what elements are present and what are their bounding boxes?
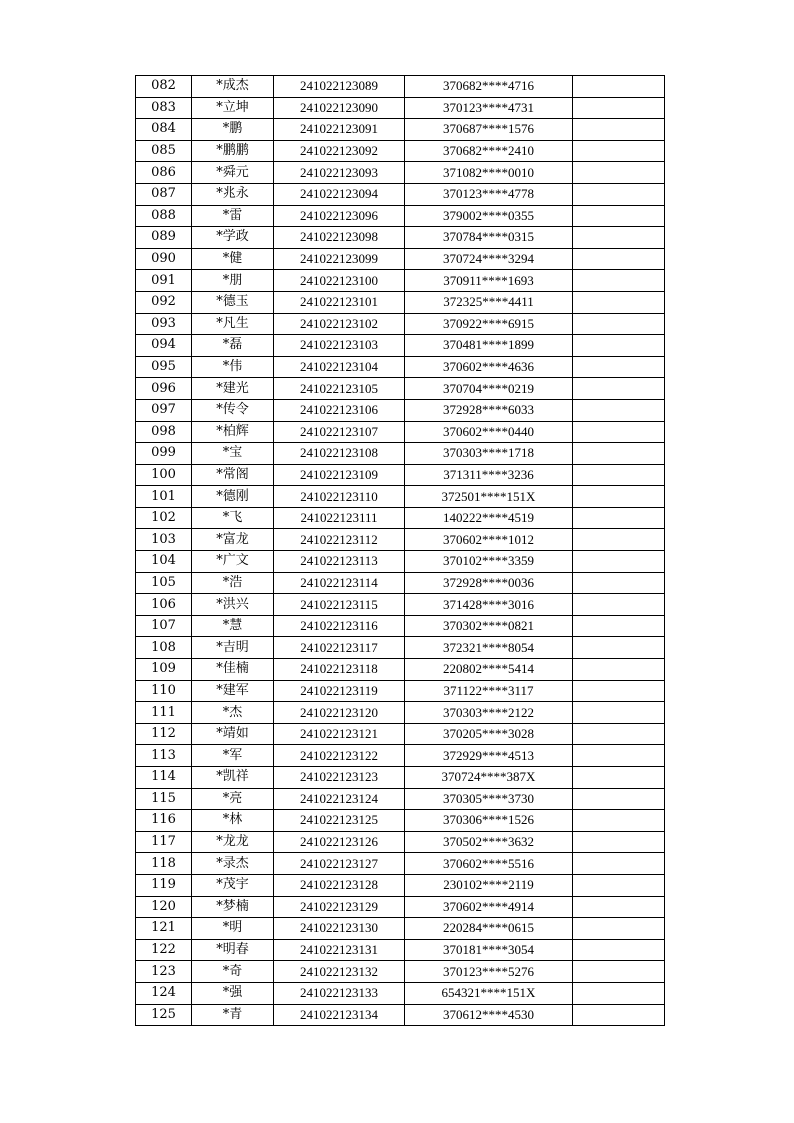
student-id-cell: 241022123132: [274, 961, 405, 983]
id-card-number-cell: 372929****4513: [405, 745, 573, 767]
name-cell: *佳楠: [192, 659, 274, 681]
student-id-cell: 241022123114: [274, 572, 405, 594]
student-id-cell: 241022123091: [274, 119, 405, 141]
remarks-cell: [573, 637, 665, 659]
student-id-cell: 241022123128: [274, 874, 405, 896]
name-cell: *靖如: [192, 723, 274, 745]
student-id-cell: 241022123105: [274, 378, 405, 400]
student-id-cell: 241022123117: [274, 637, 405, 659]
row-number-cell: 118: [136, 853, 192, 875]
id-card-number-cell: 370682****4716: [405, 76, 573, 98]
id-card-number-cell: 370181****3054: [405, 939, 573, 961]
remarks-cell: [573, 767, 665, 789]
student-id-cell: 241022123098: [274, 227, 405, 249]
student-id-cell: 241022123112: [274, 529, 405, 551]
remarks-cell: [573, 723, 665, 745]
row-number-cell: 086: [136, 162, 192, 184]
remarks-cell: [573, 464, 665, 486]
roster-table: [135, 75, 665, 1026]
remarks-cell: [573, 356, 665, 378]
name-cell: *亮: [192, 788, 274, 810]
name-cell: *慧: [192, 615, 274, 637]
remarks-cell: [573, 551, 665, 573]
row-number-cell: 090: [136, 248, 192, 270]
id-card-number-cell: 370303****2122: [405, 702, 573, 724]
table-row: [136, 853, 665, 875]
row-number-cell: 112: [136, 723, 192, 745]
row-number-cell: 093: [136, 313, 192, 335]
student-id-cell: 241022123096: [274, 205, 405, 227]
remarks-cell: [573, 853, 665, 875]
row-number-cell: 100: [136, 464, 192, 486]
row-number-cell: 094: [136, 335, 192, 357]
table-row: [136, 788, 665, 810]
table-row: [136, 421, 665, 443]
row-number-cell: 091: [136, 270, 192, 292]
table-row: [136, 119, 665, 141]
remarks-cell: [573, 399, 665, 421]
remarks-cell: [573, 939, 665, 961]
id-card-number-cell: 371311****3236: [405, 464, 573, 486]
id-card-number-cell: 370704****0219: [405, 378, 573, 400]
name-cell: *茂宇: [192, 874, 274, 896]
row-number-cell: 083: [136, 97, 192, 119]
name-cell: *常阁: [192, 464, 274, 486]
student-id-cell: 241022123126: [274, 831, 405, 853]
student-id-cell: 241022123119: [274, 680, 405, 702]
name-cell: *富龙: [192, 529, 274, 551]
remarks-cell: [573, 918, 665, 940]
name-cell: *健: [192, 248, 274, 270]
remarks-cell: [573, 313, 665, 335]
id-card-number-cell: 370922****6915: [405, 313, 573, 335]
student-id-cell: 241022123118: [274, 659, 405, 681]
remarks-cell: [573, 378, 665, 400]
row-number-cell: 115: [136, 788, 192, 810]
table-row: [136, 982, 665, 1004]
row-number-cell: 097: [136, 399, 192, 421]
table-row: [136, 939, 665, 961]
remarks-cell: [573, 702, 665, 724]
remarks-cell: [573, 183, 665, 205]
student-id-cell: 241022123090: [274, 97, 405, 119]
name-cell: *传令: [192, 399, 274, 421]
id-card-number-cell: 370123****5276: [405, 961, 573, 983]
table-row: [136, 874, 665, 896]
id-card-number-cell: 370306****1526: [405, 810, 573, 832]
row-number-cell: 095: [136, 356, 192, 378]
student-id-cell: 241022123129: [274, 896, 405, 918]
name-cell: *飞: [192, 507, 274, 529]
student-id-cell: 241022123104: [274, 356, 405, 378]
remarks-cell: [573, 810, 665, 832]
roster-table-body: [136, 76, 665, 1026]
row-number-cell: 121: [136, 918, 192, 940]
id-card-number-cell: 370602****4914: [405, 896, 573, 918]
id-card-number-cell: 370602****1012: [405, 529, 573, 551]
table-row: [136, 896, 665, 918]
id-card-number-cell: 140222****4519: [405, 507, 573, 529]
table-row: [136, 529, 665, 551]
table-row: [136, 831, 665, 853]
name-cell: *明春: [192, 939, 274, 961]
name-cell: *德刚: [192, 486, 274, 508]
id-card-number-cell: 370612****4530: [405, 1004, 573, 1026]
student-id-cell: 241022123092: [274, 140, 405, 162]
row-number-cell: 099: [136, 443, 192, 465]
remarks-cell: [573, 896, 665, 918]
student-id-cell: 241022123131: [274, 939, 405, 961]
name-cell: *梦楠: [192, 896, 274, 918]
student-id-cell: 241022123125: [274, 810, 405, 832]
table-row: [136, 76, 665, 98]
id-card-number-cell: 370682****2410: [405, 140, 573, 162]
id-card-number-cell: 220802****5414: [405, 659, 573, 681]
table-row: [136, 97, 665, 119]
student-id-cell: 241022123121: [274, 723, 405, 745]
student-id-cell: 241022123127: [274, 853, 405, 875]
row-number-cell: 120: [136, 896, 192, 918]
id-card-number-cell: 370123****4778: [405, 183, 573, 205]
id-card-number-cell: 220284****0615: [405, 918, 573, 940]
table-row: [136, 507, 665, 529]
id-card-number-cell: 371122****3117: [405, 680, 573, 702]
table-row: [136, 918, 665, 940]
id-card-number-cell: 370724****3294: [405, 248, 573, 270]
remarks-cell: [573, 680, 665, 702]
name-cell: *青: [192, 1004, 274, 1026]
name-cell: *明: [192, 918, 274, 940]
remarks-cell: [573, 961, 665, 983]
row-number-cell: 105: [136, 572, 192, 594]
name-cell: *德玉: [192, 291, 274, 313]
id-card-number-cell: 370303****1718: [405, 443, 573, 465]
row-number-cell: 122: [136, 939, 192, 961]
student-id-cell: 241022123102: [274, 313, 405, 335]
student-id-cell: 241022123123: [274, 767, 405, 789]
student-id-cell: 241022123110: [274, 486, 405, 508]
id-card-number-cell: 370302****0821: [405, 615, 573, 637]
id-card-number-cell: 372325****4411: [405, 291, 573, 313]
table-row: [136, 659, 665, 681]
name-cell: *兆永: [192, 183, 274, 205]
row-number-cell: 125: [136, 1004, 192, 1026]
remarks-cell: [573, 205, 665, 227]
remarks-cell: [573, 248, 665, 270]
remarks-cell: [573, 291, 665, 313]
student-id-cell: 241022123100: [274, 270, 405, 292]
name-cell: *学政: [192, 227, 274, 249]
row-number-cell: 103: [136, 529, 192, 551]
student-id-cell: 241022123089: [274, 76, 405, 98]
remarks-cell: [573, 572, 665, 594]
remarks-cell: [573, 227, 665, 249]
remarks-cell: [573, 1004, 665, 1026]
row-number-cell: 092: [136, 291, 192, 313]
table-row: [136, 1004, 665, 1026]
id-card-number-cell: 370602****0440: [405, 421, 573, 443]
remarks-cell: [573, 507, 665, 529]
table-row: [136, 378, 665, 400]
name-cell: *雷: [192, 205, 274, 227]
row-number-cell: 108: [136, 637, 192, 659]
remarks-cell: [573, 982, 665, 1004]
id-card-number-cell: 370602****4636: [405, 356, 573, 378]
id-card-number-cell: 370724****387X: [405, 767, 573, 789]
remarks-cell: [573, 140, 665, 162]
id-card-number-cell: 370687****1576: [405, 119, 573, 141]
remarks-cell: [573, 745, 665, 767]
table-row: [136, 183, 665, 205]
row-number-cell: 101: [136, 486, 192, 508]
table-row: [136, 702, 665, 724]
name-cell: *宝: [192, 443, 274, 465]
remarks-cell: [573, 119, 665, 141]
remarks-cell: [573, 162, 665, 184]
student-id-cell: 241022123124: [274, 788, 405, 810]
name-cell: *录杰: [192, 853, 274, 875]
name-cell: *柏辉: [192, 421, 274, 443]
table-row: [136, 615, 665, 637]
row-number-cell: 109: [136, 659, 192, 681]
row-number-cell: 082: [136, 76, 192, 98]
row-number-cell: 110: [136, 680, 192, 702]
remarks-cell: [573, 443, 665, 465]
id-card-number-cell: 370123****4731: [405, 97, 573, 119]
student-id-cell: 241022123107: [274, 421, 405, 443]
table-row: [136, 464, 665, 486]
name-cell: *广文: [192, 551, 274, 573]
name-cell: *林: [192, 810, 274, 832]
row-number-cell: 124: [136, 982, 192, 1004]
name-cell: *凯祥: [192, 767, 274, 789]
remarks-cell: [573, 97, 665, 119]
student-id-cell: 241022123115: [274, 594, 405, 616]
row-number-cell: 089: [136, 227, 192, 249]
student-id-cell: 241022123113: [274, 551, 405, 573]
table-row: [136, 162, 665, 184]
table-row: [136, 313, 665, 335]
student-id-cell: 241022123099: [274, 248, 405, 270]
name-cell: *伟: [192, 356, 274, 378]
table-row: [136, 140, 665, 162]
table-row: [136, 291, 665, 313]
id-card-number-cell: 370911****1693: [405, 270, 573, 292]
row-number-cell: 119: [136, 874, 192, 896]
table-row: [136, 335, 665, 357]
row-number-cell: 084: [136, 119, 192, 141]
student-id-cell: 241022123116: [274, 615, 405, 637]
id-card-number-cell: 370602****5516: [405, 853, 573, 875]
id-card-number-cell: 372928****0036: [405, 572, 573, 594]
row-number-cell: 107: [136, 615, 192, 637]
row-number-cell: 106: [136, 594, 192, 616]
id-card-number-cell: 370305****3730: [405, 788, 573, 810]
row-number-cell: 102: [136, 507, 192, 529]
id-card-number-cell: 370784****0315: [405, 227, 573, 249]
student-id-cell: 241022123130: [274, 918, 405, 940]
name-cell: *奇: [192, 961, 274, 983]
table-row: [136, 680, 665, 702]
table-row: [136, 399, 665, 421]
name-cell: *舜元: [192, 162, 274, 184]
student-id-cell: 241022123134: [274, 1004, 405, 1026]
id-card-number-cell: 379002****0355: [405, 205, 573, 227]
name-cell: *立坤: [192, 97, 274, 119]
row-number-cell: 088: [136, 205, 192, 227]
name-cell: *洪兴: [192, 594, 274, 616]
name-cell: *军: [192, 745, 274, 767]
name-cell: *建光: [192, 378, 274, 400]
table-row: [136, 551, 665, 573]
student-id-cell: 241022123093: [274, 162, 405, 184]
remarks-cell: [573, 788, 665, 810]
row-number-cell: 114: [136, 767, 192, 789]
table-row: [136, 767, 665, 789]
row-number-cell: 123: [136, 961, 192, 983]
remarks-cell: [573, 335, 665, 357]
student-id-cell: 241022123122: [274, 745, 405, 767]
name-cell: *杰: [192, 702, 274, 724]
id-card-number-cell: 371428****3016: [405, 594, 573, 616]
name-cell: *浩: [192, 572, 274, 594]
table-row: [136, 572, 665, 594]
remarks-cell: [573, 486, 665, 508]
remarks-cell: [573, 76, 665, 98]
student-id-cell: 241022123133: [274, 982, 405, 1004]
name-cell: *龙龙: [192, 831, 274, 853]
row-number-cell: 104: [136, 551, 192, 573]
id-card-number-cell: 370205****3028: [405, 723, 573, 745]
row-number-cell: 087: [136, 183, 192, 205]
name-cell: *吉明: [192, 637, 274, 659]
remarks-cell: [573, 615, 665, 637]
name-cell: *朋: [192, 270, 274, 292]
table-row: [136, 248, 665, 270]
name-cell: *凡生: [192, 313, 274, 335]
student-id-cell: 241022123111: [274, 507, 405, 529]
remarks-cell: [573, 659, 665, 681]
row-number-cell: 116: [136, 810, 192, 832]
student-id-cell: 241022123094: [274, 183, 405, 205]
name-cell: *鹏鹏: [192, 140, 274, 162]
row-number-cell: 085: [136, 140, 192, 162]
name-cell: *磊: [192, 335, 274, 357]
student-id-cell: 241022123109: [274, 464, 405, 486]
name-cell: *强: [192, 982, 274, 1004]
row-number-cell: 098: [136, 421, 192, 443]
row-number-cell: 113: [136, 745, 192, 767]
student-id-cell: 241022123103: [274, 335, 405, 357]
id-card-number-cell: 371082****0010: [405, 162, 573, 184]
id-card-number-cell: 370102****3359: [405, 551, 573, 573]
student-id-cell: 241022123101: [274, 291, 405, 313]
table-row: [136, 810, 665, 832]
id-card-number-cell: 372928****6033: [405, 399, 573, 421]
id-card-number-cell: 370502****3632: [405, 831, 573, 853]
table-row: [136, 961, 665, 983]
name-cell: *成杰: [192, 76, 274, 98]
remarks-cell: [573, 831, 665, 853]
table-row: [136, 745, 665, 767]
name-cell: *鹏: [192, 119, 274, 141]
table-row: [136, 270, 665, 292]
table-row: [136, 356, 665, 378]
id-card-number-cell: 372501****151X: [405, 486, 573, 508]
remarks-cell: [573, 874, 665, 896]
id-card-number-cell: 372321****8054: [405, 637, 573, 659]
student-id-cell: 241022123108: [274, 443, 405, 465]
name-cell: *建军: [192, 680, 274, 702]
table-row: [136, 637, 665, 659]
row-number-cell: 117: [136, 831, 192, 853]
table-row: [136, 723, 665, 745]
table-row: [136, 486, 665, 508]
remarks-cell: [573, 529, 665, 551]
student-id-cell: 241022123120: [274, 702, 405, 724]
remarks-cell: [573, 270, 665, 292]
remarks-cell: [573, 594, 665, 616]
table-row: [136, 205, 665, 227]
remarks-cell: [573, 421, 665, 443]
table-row: [136, 227, 665, 249]
table-row: [136, 443, 665, 465]
row-number-cell: 096: [136, 378, 192, 400]
id-card-number-cell: 370481****1899: [405, 335, 573, 357]
id-card-number-cell: 654321****151X: [405, 982, 573, 1004]
id-card-number-cell: 230102****2119: [405, 874, 573, 896]
table-row: [136, 594, 665, 616]
row-number-cell: 111: [136, 702, 192, 724]
student-id-cell: 241022123106: [274, 399, 405, 421]
